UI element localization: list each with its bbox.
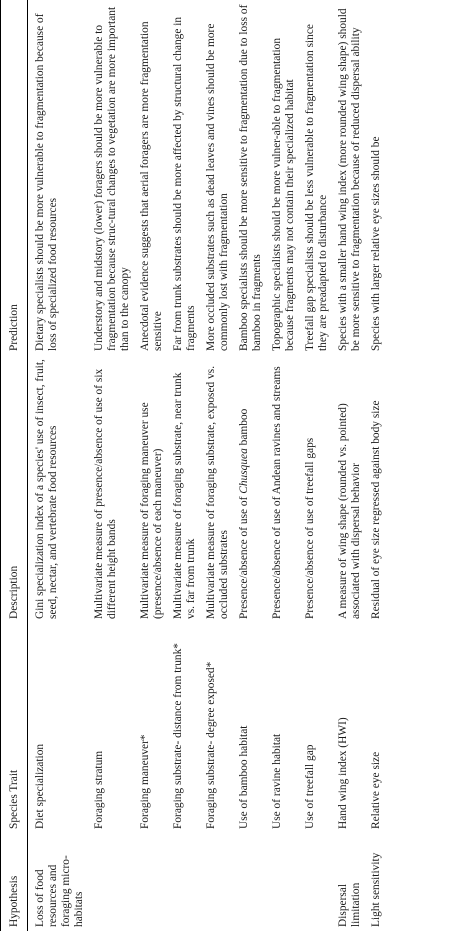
cell-trait: Foraging substrate- degree exposed*	[205, 661, 217, 829]
cell-hypothesis	[168, 833, 201, 931]
table-row	[28, 0, 90, 931]
header-description: Description	[8, 565, 20, 619]
table-row	[267, 0, 300, 931]
cell-description: A measure of wing shape (rounded vs. pointed) associated with dispersal behavior	[337, 403, 362, 619]
table-row	[234, 0, 267, 931]
cell-description: Gini specialization index of a species' use of insect, fruit, seed, nectar, and vertebrate food resources	[34, 359, 59, 619]
cell-trait: Foraging substrate- distance from trunk*	[172, 642, 184, 829]
cell-trait: Diet specialization	[34, 743, 46, 829]
cell-hypothesis: Loss of food resources and foraging micro-habitats	[34, 855, 85, 927]
description-text: Presence/absence of use of	[238, 493, 250, 619]
header-hypothesis: Hypothesis	[8, 875, 20, 927]
cell-prediction: Species with a smaller hand wing index (more rounded wing shape) should be more sensitive to fragmentation because of reduced dispersal ability	[337, 8, 362, 351]
description-text: bamboo	[238, 408, 250, 449]
table-row	[135, 0, 168, 931]
cell-hypothesis: Light sensitivity	[370, 852, 382, 927]
cell-hypothesis	[267, 833, 300, 931]
cell-prediction: Anecdotal evidence suggests that aerial foragers are more fragmentation sensitive	[139, 21, 164, 351]
cell-trait: Hand wing index (HWI)	[337, 717, 349, 829]
table-row	[201, 0, 234, 931]
cell-description	[234, 355, 267, 623]
cell-hypothesis	[300, 833, 333, 931]
table-row	[168, 0, 201, 931]
genus-name: Chusquea	[238, 448, 250, 494]
cell-trait: Use of treefall gap	[304, 744, 316, 829]
cell-description: Multivariate measure of foraging maneuver use (presence/absence of each maneuver)	[139, 402, 164, 619]
cell-prediction: Species with larger relative eye sizes should be	[370, 136, 382, 351]
cell-hypothesis: Dispersal limitation	[337, 882, 362, 927]
cell-prediction: Treefall gap specialists should be less vulnerable to fragmentation since they are preadapted to disturbance	[304, 24, 329, 351]
cell-description: Multivariate measure of foraging substrate, exposed vs. occluded substrates	[205, 365, 230, 619]
cell-hypothesis	[135, 833, 168, 931]
cell-hypothesis	[234, 833, 267, 931]
table-row	[300, 0, 333, 931]
cell-hypothesis	[89, 833, 135, 931]
cell-trait: Foraging stratum	[93, 750, 105, 829]
table-row	[366, 0, 386, 931]
cell-trait: Use of bamboo habitat	[238, 725, 250, 829]
cell-prediction: More occluded substrates such as dead leaves and vines should be more commonly lost with fragmentation	[205, 23, 230, 351]
cell-description: Multivariate measure of presence/absence of use of six different height bands	[93, 368, 118, 619]
cell-trait: Use of ravine habitat	[271, 733, 283, 829]
table-header-row	[1, 0, 28, 931]
cell-prediction: Bamboo specialists should be more sensitive to fragmentation due to loss of bamboo in fragments	[238, 4, 263, 351]
cell-prediction: Dietary specialists should be more vulnerable to fragmentation because of loss of specialized food resources	[34, 13, 59, 351]
cell-prediction: Topographic specialists should be more vulner-able to fragmentation because fragments may not contain their specialized habitat	[271, 37, 296, 351]
cell-hypothesis	[201, 833, 234, 931]
header-species-trait: Species Trait	[8, 769, 20, 829]
cell-description: Residual of eye size regressed against body size	[370, 400, 382, 619]
cell-description: Presence/absence of use of treefall gaps	[304, 437, 316, 619]
cell-prediction: Understory and midstory (lower) foragers should be more vulnerable to fragmentation because struc-tural changes to vegetation are more important than to the canopy	[93, 6, 131, 351]
table-row	[333, 0, 366, 931]
cell-trait: Relative eye size	[370, 751, 382, 829]
cell-prediction: Far from trunk substrates should be more affected by structural change in fragments	[172, 16, 197, 351]
table-row	[89, 0, 135, 931]
cell-description: Multivariate measure of foraging substrate, near trunk vs. far from trunk	[172, 372, 197, 619]
header-prediction: Prediction	[8, 304, 20, 351]
cell-description: Presence/absence of use of Andean ravines and streams	[271, 366, 283, 619]
cell-trait: Foraging maneuver*	[139, 734, 151, 829]
